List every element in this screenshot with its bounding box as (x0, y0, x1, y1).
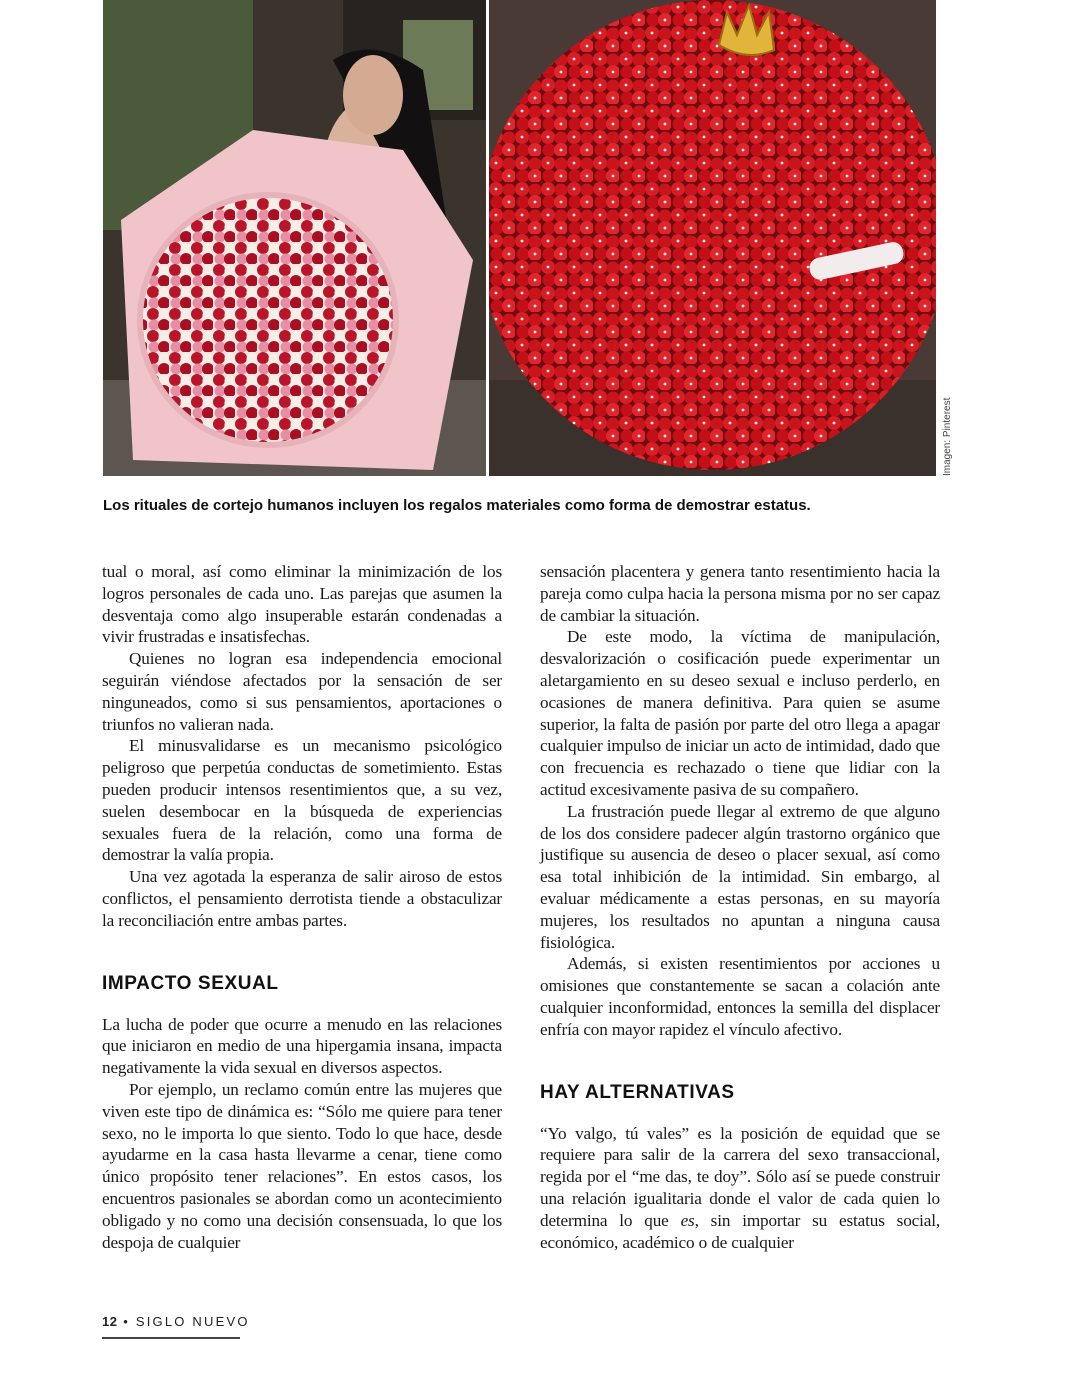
paragraph: sensación placentera y genera tanto resentimiento hacia la pareja como culpa hacia la persona misma por no ser capaz de cambiar la situación. (540, 562, 940, 625)
emphasis-text: es (680, 1210, 695, 1230)
publication-name: SIGLO NUEVO (135, 1314, 250, 1329)
footer-rule (102, 1337, 240, 1339)
woman-with-rose-bouquet-photo (103, 0, 486, 476)
photo-strip (103, 0, 936, 476)
red-rose-bouquet-with-crown-photo (489, 0, 936, 476)
paragraph: Quienes no logran esa independencia emocional seguirán viéndose afectados por la sensación de ser ninguneados, como si sus pensamientos, aportaciones o triunfos no valieran nada. (102, 649, 502, 734)
paragraph (540, 1123, 940, 1254)
paragraph: La frustración puede llegar al extremo de que alguno de los dos considere padecer algún trastorno orgánico que justifique su ausencia de deseo o placer sexual, así como esa total inhibición de la intimidad. Sin embargo, al evaluar médicamente a estas personas, en su mayoría mujeres, los resultados no apuntan a ninguna causa fisiológica. (540, 801, 940, 952)
paragraph: De este modo, la víctima de manipulación, desvalorización o cosificación puede experimentar un aletargamiento en su deseo sexual e incluso perderlo, en ocasiones de manera definitiva. Para quien se asume superior, la falta de pasión por parte del otro llega a apagar cualquier impulso de iniciar un acto de intimidad, dado que con frecuencia es rechazado o tiene que lidiar con la actitud excesivamente pasiva de su compañero. (540, 627, 940, 799)
paragraph-text: “Yo valgo, tú vales” es la posición de equidad que se requiere para salir de la carrera del sexo transaccional, regida por el “me das, te doy”. Sólo así se puede construir una relación igualitaria donde el valor de cada quien lo determina lo que (540, 1123, 940, 1230)
paragraph: Por ejemplo, un reclamo común entre las mujeres que viven este tipo de dinámica es: “Sólo me quiere para tener sexo, no le importa lo que siento. Todo lo que hace, desde ayudarme en la casa hasta llevarme a cenar, tiene como único propósito tener relaciones”. En estos casos, los encuentros pasionales se abordan como un acontecimiento obligado y no como una decisión consensuada, lo que los despoja de cualquier (102, 1079, 502, 1252)
paragraph: Una vez agotada la esperanza de salir airoso de estos conflictos, el pensamiento derrotista tiende a obstaculizar la reconciliación entre ambas partes. (102, 867, 502, 930)
page-footer (102, 1314, 250, 1329)
left-column (102, 561, 502, 1253)
right-column (540, 561, 940, 1253)
paragraph: El minusvalidarse es un mecanismo psicológico peligroso que perpetúa conductas de sometimiento. Estas pueden producir intensos resentimientos que, a su vez, suelen desembocar en la búsqueda de experiencias sexuales fuera de la relación, como una forma de demostrar la valía propia. (102, 736, 502, 865)
image-credit: Imagen: Pinterest (942, 397, 953, 476)
page-number: 12 (102, 1314, 118, 1329)
paragraph: Además, si existen resentimientos por acciones u omisiones que constantemente se sacan a colación ante cualquier inconformidad, entonces la semilla del displacer enfría con mayor rapidez el vínculo afectivo. (540, 954, 940, 1039)
paragraph: La lucha de poder que ocurre a menudo en las relaciones que iniciaron en medio de una hipergamia insana, impacta negativamente la vida sexual en diversos aspectos. (102, 1014, 502, 1078)
paragraph-text: , sin importar su estatus social, económico, académico o de cualquier (540, 1210, 940, 1252)
paragraph: tual o moral, así como eliminar la minimización de los logros personales de cada uno. Las parejas que asumen la desventaja como algo insuperable estarán condenadas a vivir frustradas e insatisfechas. (102, 562, 502, 647)
section-heading-hay-alternativas: HAY ALTERNATIVAS (540, 1081, 735, 1103)
photo-caption: Los rituales de cortejo humanos incluyen los regalos materiales como forma de demostrar estatus. (103, 497, 811, 514)
section-heading-impacto-sexual: IMPACTO SEXUAL (102, 972, 279, 994)
footer-separator: • (123, 1314, 131, 1329)
